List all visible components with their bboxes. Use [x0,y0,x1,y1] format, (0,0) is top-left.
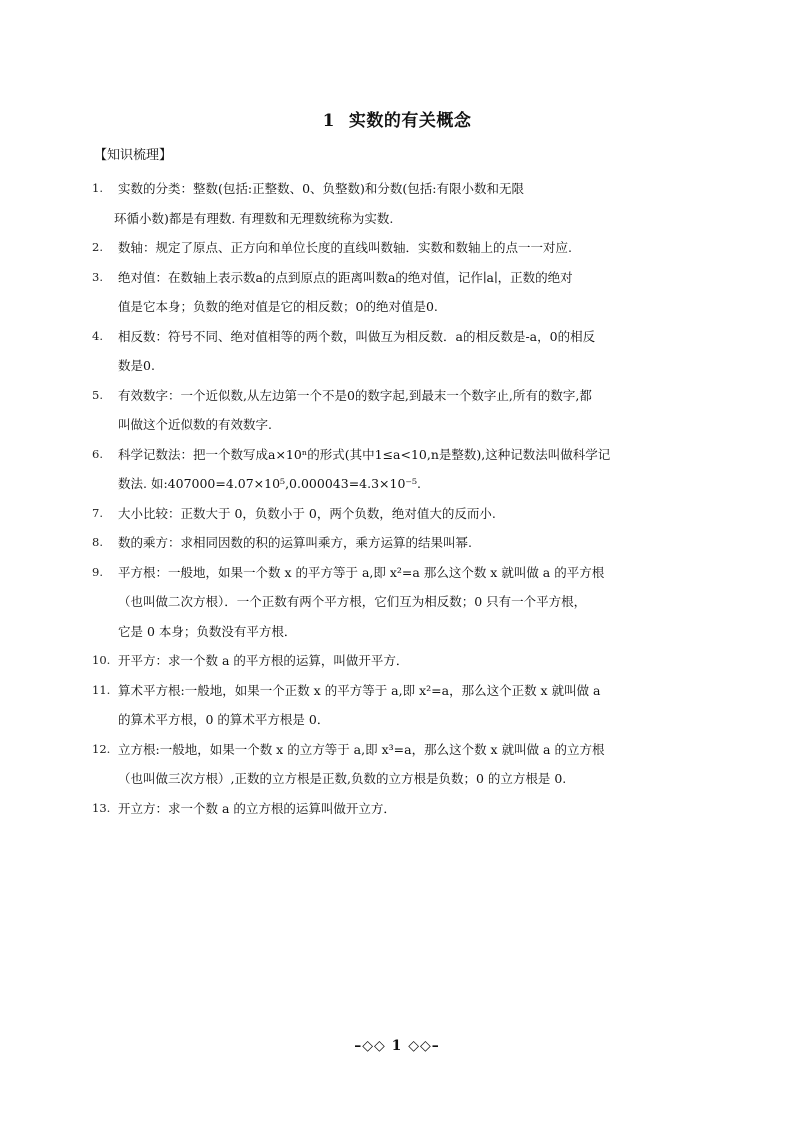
list-item-number: 4. [92,328,103,343]
title-number: 1 [322,111,335,131]
list-item-text: 它是 0 本身；负数没有平方根． [118,623,297,639]
list-item-text: 数法. 如:407000=4.07×10⁵,0.000043=4.3×10⁻⁵. [118,476,422,491]
list-item-text: 的算术平方根，0 的算术平方根是 0． [118,712,330,727]
page-footer: –◇◇ 1 ◇◇– [354,1038,440,1054]
list-item-number: 8. [92,535,103,549]
list-item [92,558,652,647]
list-item-text: 环循小数)都是有理数. 有理数和无理数统称为实数. [114,210,394,226]
title-text: 实数的有关概念 [348,111,472,131]
list-item [92,174,652,233]
list-item-text: 实数的分类：整数(包括:正整数、0、负整数)和分数(包括:有限小数和无限 [118,181,525,196]
page-title [0,106,794,131]
list-item-text: 数轴：规定了原点、正方向和单位长度的直线叫数轴．实数和数轴上的点一一对应. [118,240,572,255]
list-item-text: （也叫做三次方根）,正数的立方根是正数,负数的立方根是负数；0 的立方根是 0. [118,771,567,786]
list-item [92,528,652,558]
list-item [92,735,652,794]
list-item [92,646,652,676]
list-item-number: 3. [92,269,103,284]
list-item-number: 10. [92,653,111,667]
list-item-text: 绝对值：在数轴上表示数a的点到原点的距离叫数a的绝对值，记作∣a∣，正数的绝对 [118,269,573,285]
list-item-text: 值是它本身；负数的绝对值是它的相反数；0的绝对值是0. [118,299,438,314]
concept-list [92,174,652,823]
list-item-text: 叫做这个近似数的有效数字. [118,417,272,432]
list-item-text: 数是0. [118,358,155,373]
list-item-text: （也叫做二次方根）．一个正数有两个平方根，它们互为相反数；0 只有一个平方根， [118,594,587,609]
list-item [92,794,652,824]
list-item [92,233,652,263]
list-item [92,381,652,440]
list-item [92,263,652,322]
list-item [92,322,652,381]
list-item-number: 9. [92,564,103,579]
list-item-number: 1. [92,181,103,195]
list-item-text: 数的乘方：求相同因数的积的运算叫乘方，乘方运算的结果叫幂. [118,535,472,550]
list-item-number: 11. [92,682,111,697]
list-item-number: 13. [92,800,111,815]
section-heading: 【知识梳理】 [94,148,173,163]
list-item-text: 算术平方根:一般地，如果一个正数 x 的平方等于 a,即 x²=a，那么这个正数 x 就叫做 a [118,682,601,698]
list-item [92,440,652,499]
list-item-text: 开立方：求一个数 a 的立方根的运算叫做开立方． [118,800,396,816]
list-item-text: 大小比较：正数大于 0，负数小于 0，两个负数，绝对值大的反而小. [118,505,496,521]
list-item-number: 5. [92,387,103,402]
list-item-number: 6. [92,446,103,461]
list-item-text: 开平方：求一个数 a 的平方根的运算，叫做开平方． [118,653,409,668]
list-item-text: 平方根：一般地，如果一个数 x 的平方等于 a,即 x²=a 那么这个数 x 就叫做 a 的平方根 [118,564,605,580]
list-item [92,676,652,735]
list-item-number: 2. [92,240,103,254]
list-item-text: 相反数：符号不同、绝对值相等的两个数，叫做互为相反数．a的相反数是-a，0的相反 [118,328,596,344]
list-item [92,499,652,529]
list-item-text: 科学记数法：把一个数写成a×10ⁿ的形式(其中1≤a<10,n是整数),这种记数法叫做科学记 [118,446,611,462]
list-item-number: 7. [92,505,103,520]
list-item-text: 立方根:一般地，如果一个数 x 的立方等于 a,即 x³=a，那么这个数 x 就叫做 a 的立方根 [118,741,605,757]
list-item-text: 有效数字：一个近似数,从左边第一个不是0的数字起,到最末一个数字止,所有的数字,都 [118,387,592,403]
list-item-number: 12. [92,741,111,756]
